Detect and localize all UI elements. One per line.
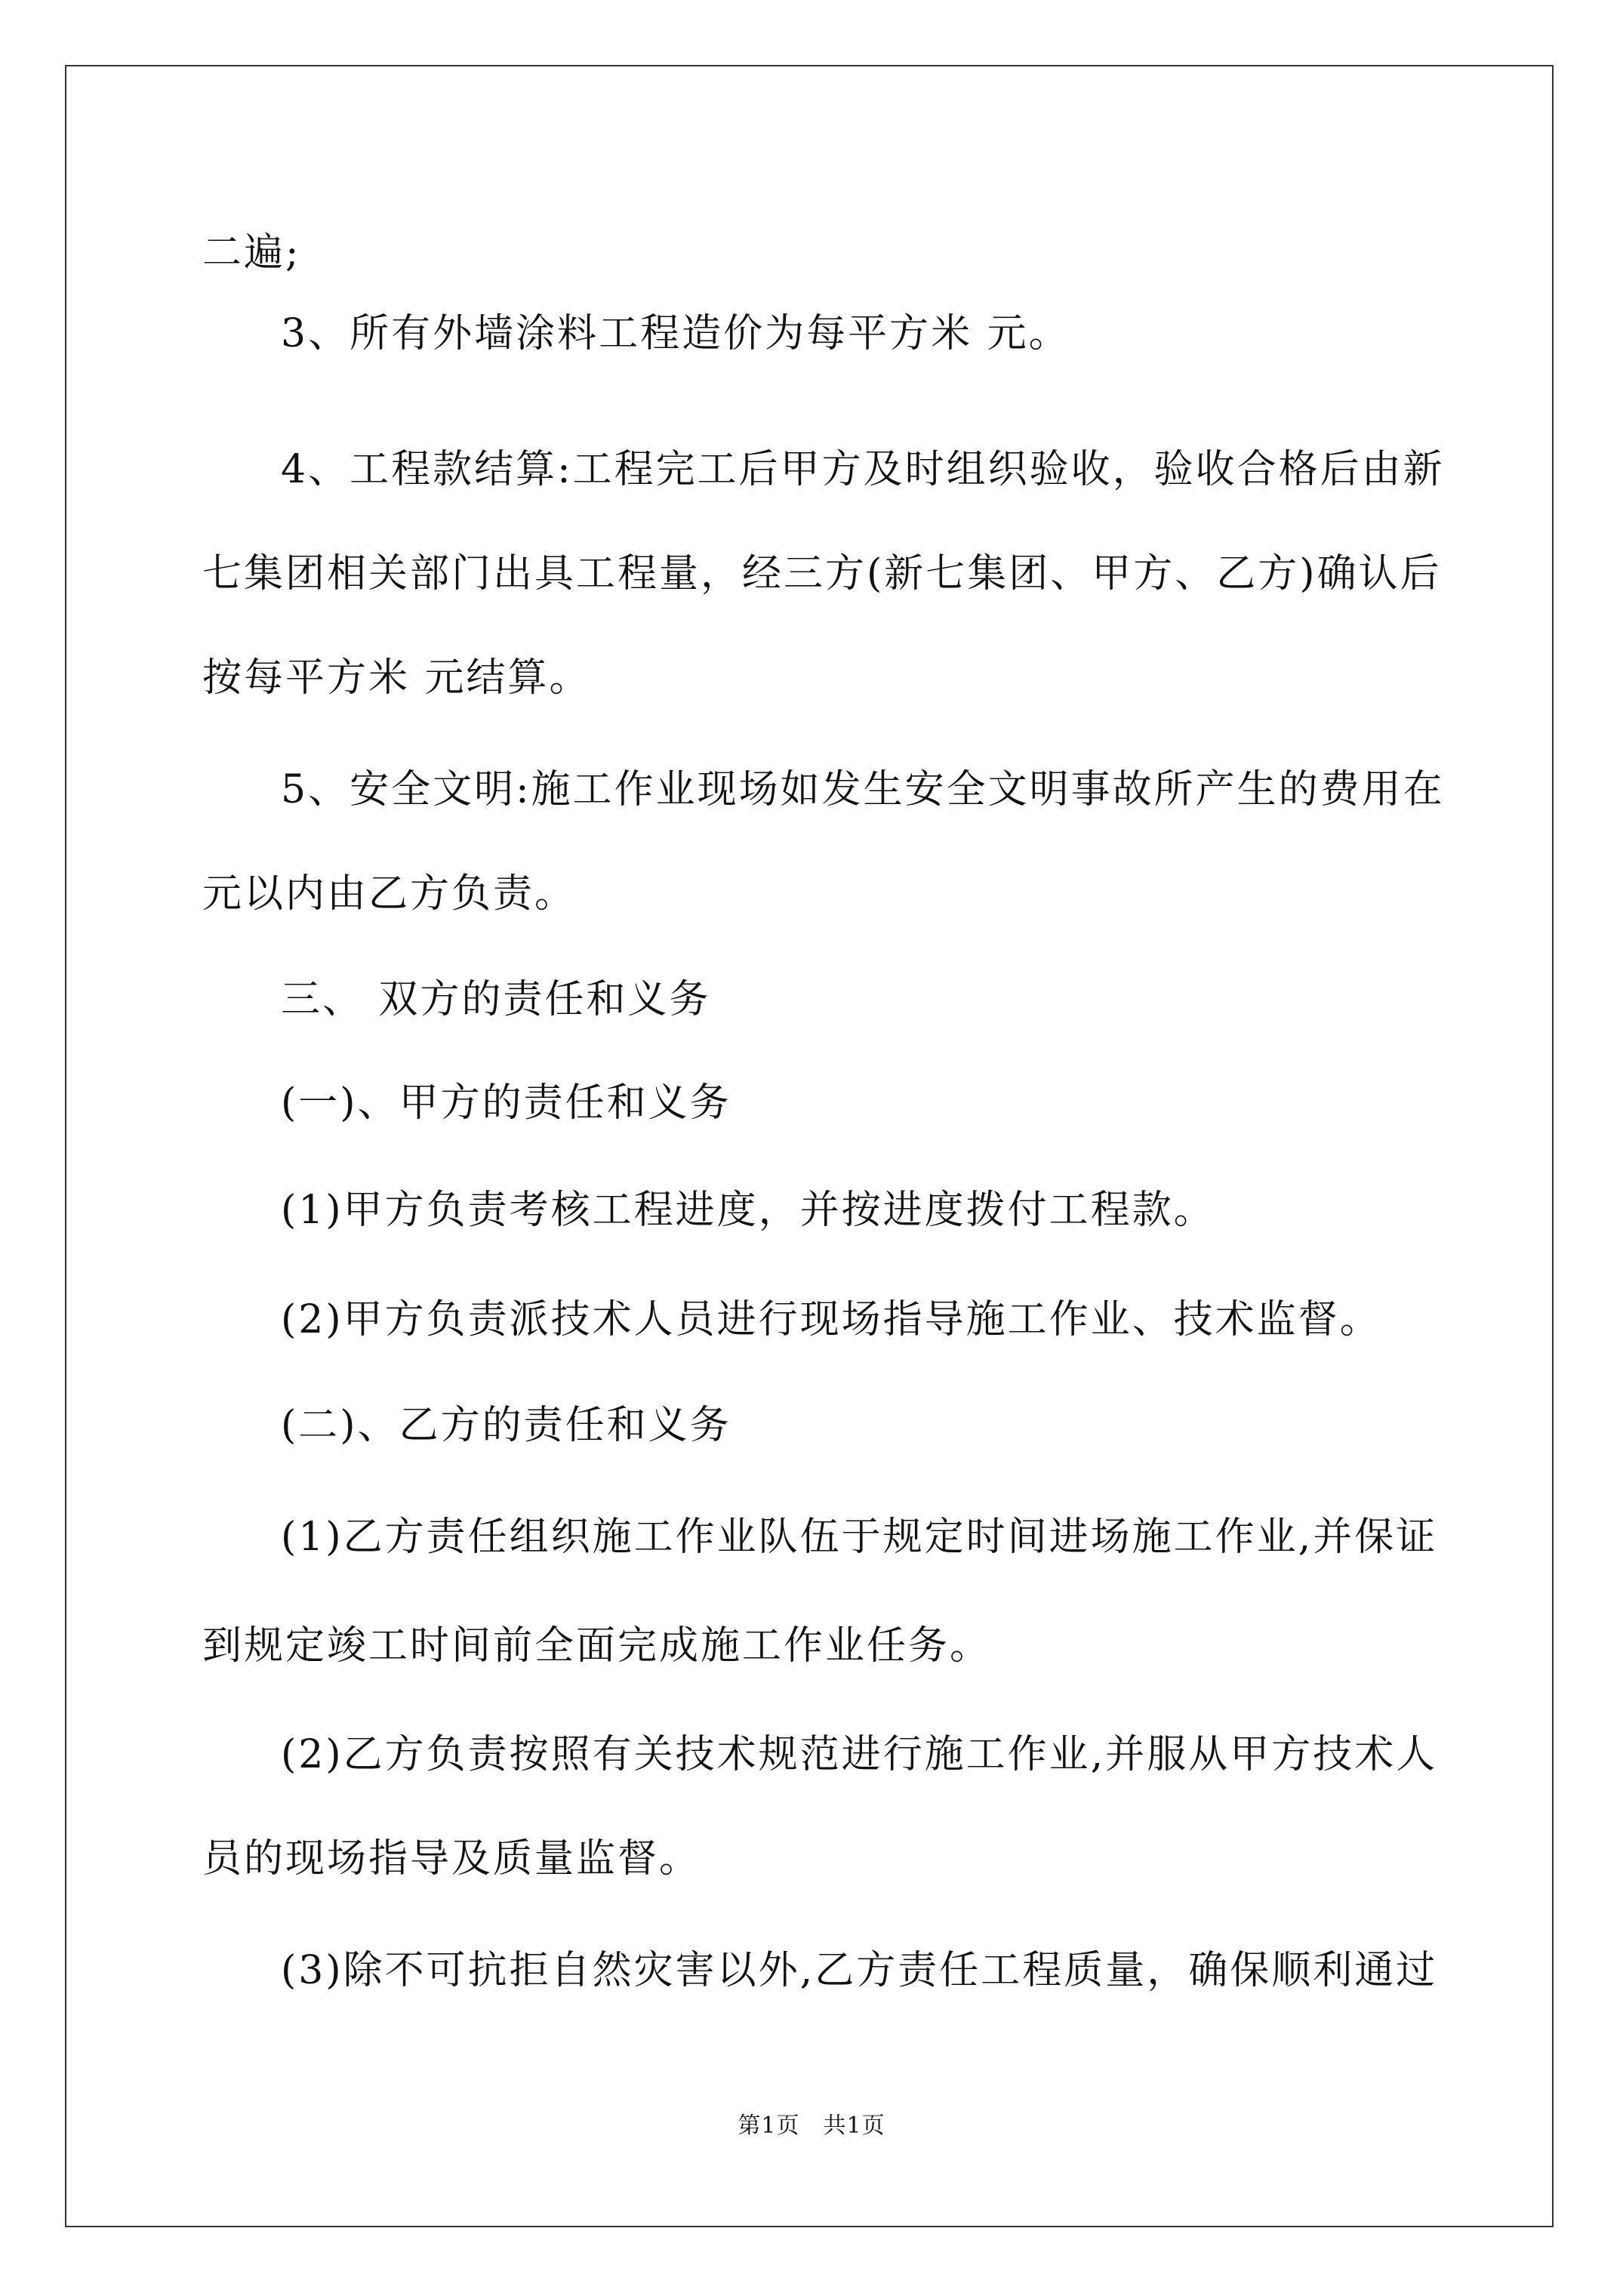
paragraph-line: 七集团相关部门出具工程量，经三方(新七集团、甲方、乙方)确认后: [202, 551, 1442, 596]
paragraph-line: 4、工程款结算:工程完工后甲方及时组织验收，验收合格后由新: [281, 447, 1445, 492]
section-heading: 三、 双方的责任和义务: [281, 977, 711, 1022]
paragraph-line: (2)甲方负责派技术人员进行现场指导施工作业、技术监督。: [281, 1297, 1381, 1342]
paragraph-line: (2)乙方负责按照有关技术规范进行施工作业,并服从甲方技术人: [281, 1732, 1438, 1777]
paragraph-line: (1)乙方责任组织施工作业队伍于规定时间进场施工作业,并保证: [281, 1515, 1438, 1560]
paragraph-line: 按每平方米 元结算。: [202, 655, 591, 701]
paragraph-line: 到规定竣工时间前全面完成施工作业任务。: [202, 1623, 992, 1669]
paragraph-line: 5、安全文明:施工作业现场如发生安全文明事故所产生的费用在: [281, 767, 1445, 812]
page-footer: 第1页 共1页: [738, 2113, 885, 2139]
paragraph-line: 二遍;: [202, 230, 301, 276]
subsection-heading: (二)、乙方的责任和义务: [281, 1403, 731, 1448]
paragraph-line: 元以内由乙方负责。: [202, 871, 577, 917]
paragraph-line: 员的现场指导及质量监督。: [202, 1836, 701, 1881]
paragraph-line: (1)甲方负责考核工程进度，并按进度拨付工程款。: [281, 1188, 1215, 1233]
page-frame: [65, 65, 1554, 2227]
subsection-heading: (一)、甲方的责任和义务: [281, 1080, 731, 1126]
paragraph-line: (3)除不可抗拒自然灾害以外,乙方责任工程质量，确保顺利通过: [281, 1948, 1438, 1993]
paragraph-line: 3、所有外墙涂料工程造价为每平方米 元。: [281, 311, 1070, 356]
